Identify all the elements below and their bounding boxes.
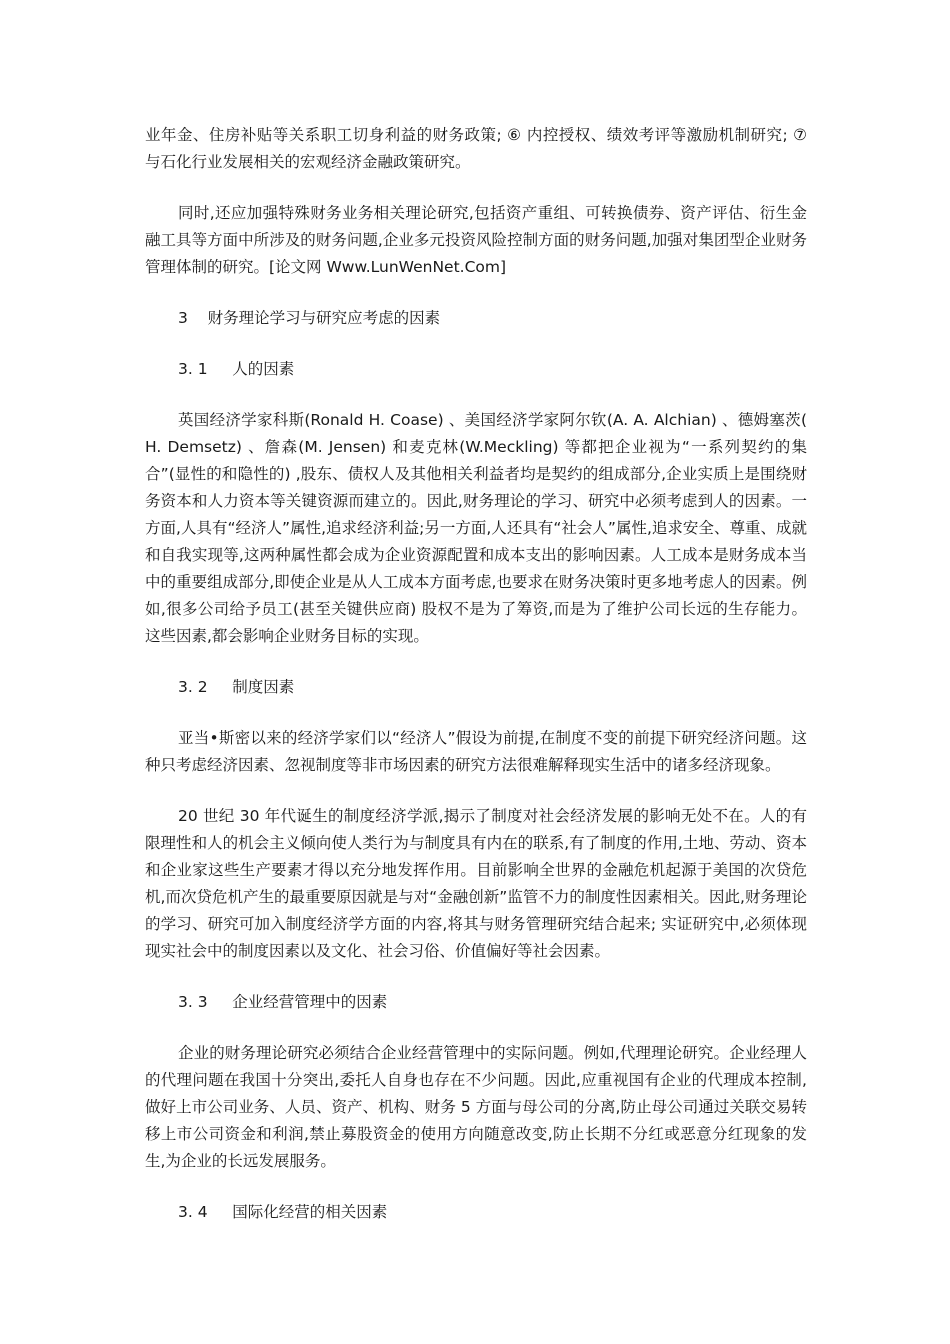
paragraph-institutional-economics: 20 世纪 30 年代诞生的制度经济学派,揭示了制度对社会经济发展的影响无处不在。人的有限理性和人的机会主义倾向使人类行为与制度具有内在的联系,有了制度的作用,土地、劳动、资本和企业家这些生产要素才得以充分地发挥作用。目前影响全世界的金融危机起源于美国的次贷危机,而次贷危机产生的最重要原因就是与对“金融创新”监管不力的制度性因素相关。因此,财务理论的学习、研究可加入制度经济学方面的内容,将其与财务管理研究结合起来; 实证研究中,必须体现现实社会中的制度因素以及文化、社会习俗、价值偏好等社会因素。 (145, 807, 807, 960)
paragraph-economic-man: 亚当•斯密以来的经济学家们以“经济人”假设为前提,在制度不变的前提下研究经济问题。这种只考虑经济因素、忽视制度等非市场因素的研究方法很难解释现实生活中的诸多经济现象。 (145, 729, 807, 774)
section-heading-3-4: 3. 4 国际化经营的相关因素 (178, 1203, 388, 1221)
document-page (145, 122, 807, 1250)
paragraph-business-management: 企业的财务理论研究必须结合企业经营管理中的实际问题。例如,代理理论研究。企业经理人的代理问题在我国十分突出,委托人自身也存在不少问题。因此,应重视国有企业的代理成本控制,做好上市公司业务、人员、资产、机构、财务 5 方面与母公司的分离,防止母公司通过关联交易转移上市公司资金和利润,禁止募股资金的使用方向随意改变,防止长期不分红或恶意分红现象的发生,为企业的长远发展服务。 (145, 1044, 807, 1170)
paragraph-incentive-policies: 业年金、住房补贴等关系职工切身利益的财务政策; ⑥ 内控授权、绩效考评等激励机制研究; ⑦ 与石化行业发展相关的宏观经济金融政策研究。 (145, 126, 807, 171)
section-heading-3-1: 3. 1 人的因素 (178, 360, 295, 378)
section-heading-3-3: 3. 3 企业经营管理中的因素 (178, 993, 388, 1011)
paragraph-special-finance-research: 同时,还应加强特殊财务业务相关理论研究,包括资产重组、可转换债券、资产评估、衍生金融工具等方面中所涉及的财务问题,企业多元投资风险控制方面的财务问题,加强对集团型企业财务管理体制的研究。[论文网 Www.LunWenNet.Com] (145, 204, 807, 276)
section-heading-3-2: 3. 2 制度因素 (178, 678, 295, 696)
section-heading-3: 3 财务理论学习与研究应考虑的因素 (178, 309, 441, 327)
paragraph-human-factors: 英国经济学家科斯(Ronald H. Coase) 、美国经济学家阿尔钦(A. A. Alchian) 、德姆塞茨( H. Demsetz) 、詹森(M. Jensen) 和麦克林(W.Meckling) 等都把企业视为“一系列契约的集合”(显性的和隐性的) ,股东、债权人及其他相关利益者均是契约的组成部分,企业实质上是围绕财务资本和人力资本等关键资源而建立的。因此,财务理论的学习、研究中必须考虑到人的因素。一方面,人具有“经济人”属性,追求经济利益;另一方面,人还具有“社会人”属性,追求安全、尊重、成就和自我实现等,这两种属性都会成为企业资源配置和成本支出的影响因素。人工成本是财务成本当中的重要组成部分,即使企业是从人工成本方面考虑,也要求在财务决策时更多地考虑人的因素。例如,很多公司给予员工(甚至关键供应商) 股权不是为了筹资,而是为了维护公司长远的生存能力。这些因素,都会影响企业财务目标的实现。 (145, 411, 807, 645)
